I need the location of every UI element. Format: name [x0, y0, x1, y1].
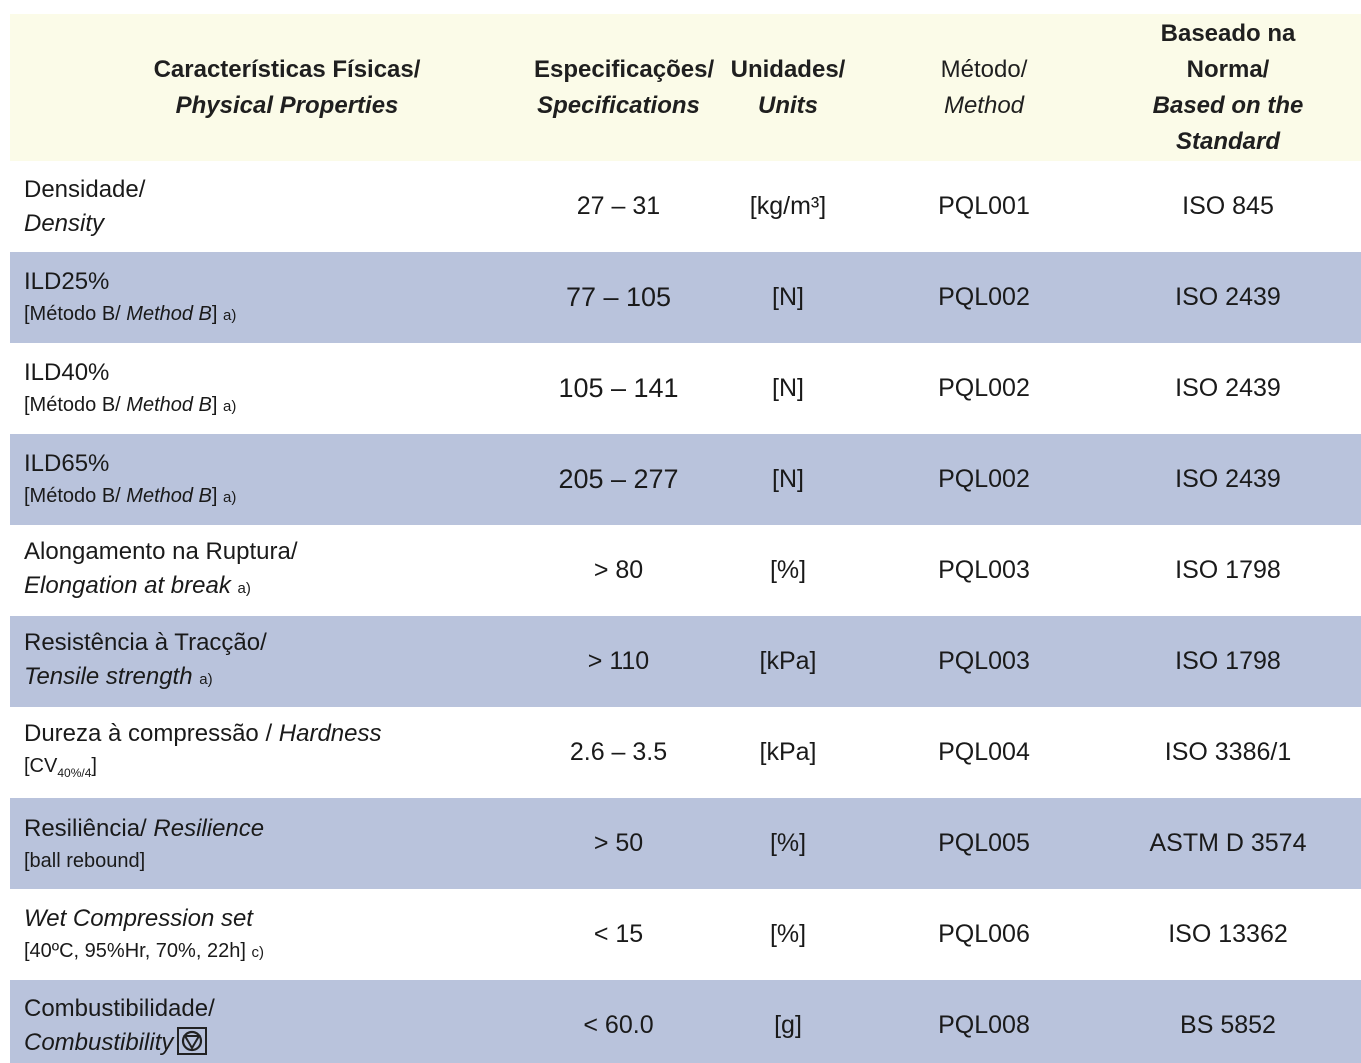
method-value: PQL003 [938, 647, 1030, 675]
header-based-on-standard [1095, 16, 1361, 160]
property-cell [10, 626, 534, 697]
property-cell [10, 265, 534, 331]
property-name-pt: Alongamento na Ruptura/ [24, 538, 298, 565]
header-col1-en: Physical Properties [175, 91, 399, 119]
unit-value: [g] [774, 1011, 802, 1039]
table-row [10, 252, 1361, 343]
unit-value: [kPa] [759, 647, 817, 675]
flame-retardant-symbol-icon [177, 1027, 207, 1055]
method-value: PQL006 [938, 920, 1030, 948]
header-col4-en: Method [943, 91, 1025, 119]
property-name-pt: Combustibilidade/ [24, 994, 215, 1022]
header-col5-en2: Standard [1175, 127, 1280, 155]
footnote-marker: a) [237, 580, 251, 597]
condition-start: [CV [24, 755, 58, 777]
specification-value: 77 – 105 [565, 282, 672, 312]
standard-value: ISO 13362 [1168, 920, 1288, 948]
standard-value: BS 5852 [1180, 1011, 1276, 1039]
property-condition [24, 481, 534, 513]
header-physical-properties [10, 52, 534, 124]
condition-pt: [Método B/ [24, 302, 127, 325]
footnote-marker: a) [199, 671, 213, 688]
property-name-pt: Densidade/ [24, 175, 146, 203]
method-value: PQL002 [938, 374, 1030, 402]
property-name: ILD65% [24, 449, 110, 477]
table-row [10, 525, 1361, 616]
property-name-en: Density [24, 209, 105, 237]
property-condition: [ball rebound] [24, 849, 146, 872]
header-col5-en1: Based on the [1152, 91, 1304, 119]
standard-value: ISO 2439 [1175, 283, 1281, 311]
specification-value: > 110 [587, 647, 650, 675]
property-cell [10, 717, 534, 788]
property-name-line [24, 812, 534, 846]
header-col3-pt: Unidades/ [730, 55, 846, 83]
header-col2-en: Specifications [537, 91, 700, 119]
property-condition [24, 299, 534, 331]
footnote-marker: a) [223, 306, 237, 324]
header-specifications [534, 52, 715, 124]
condition-en: Method B [126, 393, 212, 416]
table-row [10, 980, 1361, 1063]
standard-value: ISO 2439 [1175, 374, 1281, 402]
property-name: ILD40% [24, 358, 110, 386]
standard-value: ISO 845 [1182, 192, 1274, 220]
method-value: PQL002 [938, 465, 1030, 493]
property-name-en: Tensile strength [24, 663, 193, 690]
standard-value: ISO 1798 [1175, 556, 1281, 584]
standard-value: ISO 3386/1 [1164, 738, 1292, 766]
header-col4-pt: Método/ [940, 55, 1028, 83]
unit-value: [%] [769, 920, 807, 948]
method-value: PQL005 [938, 829, 1030, 857]
property-name-pt: Dureza à compressão / [24, 720, 279, 747]
unit-value: [kPa] [759, 738, 817, 766]
condition-en: Method B [126, 484, 212, 507]
header-units [703, 52, 873, 124]
table-row [10, 798, 1361, 889]
property-condition [24, 390, 534, 422]
property-name-pt: Resiliência/ [24, 814, 154, 842]
header-col5-pt1: Baseado na [1160, 19, 1296, 47]
table-row [10, 889, 1361, 980]
specification-value: < 60.0 [583, 1011, 654, 1039]
table-row [10, 707, 1361, 798]
table-row [10, 434, 1361, 525]
header-col3-en: Units [758, 91, 818, 119]
property-condition [24, 936, 534, 968]
condition-end: ] [211, 302, 224, 325]
property-name-en: Hardness [278, 720, 382, 747]
method-value: PQL001 [938, 192, 1030, 220]
unit-value: [kg/m³] [749, 192, 827, 220]
footnote-marker: c) [251, 943, 264, 961]
property-cell [10, 447, 534, 513]
method-value: PQL002 [938, 283, 1030, 311]
standard-value: ASTM D 3574 [1149, 829, 1307, 857]
specification-value: 27 – 31 [576, 192, 661, 220]
property-cell [10, 535, 534, 606]
unit-value: [N] [772, 465, 804, 493]
property-name-en: Wet Compression set [24, 904, 253, 932]
condition-pt: [Método B/ [24, 393, 127, 416]
specification-value: 205 – 277 [558, 464, 679, 494]
condition-pt: [Método B/ [24, 484, 127, 507]
property-name-en-line [24, 660, 534, 697]
specification-value: > 80 [593, 556, 644, 584]
specification-value: 105 – 141 [558, 373, 679, 403]
property-cell [10, 356, 534, 422]
property-cell [10, 992, 534, 1060]
property-cell [10, 902, 534, 968]
specification-value: 2.6 – 3.5 [569, 738, 668, 766]
unit-value: [%] [769, 556, 807, 584]
property-name: ILD25% [24, 267, 110, 295]
unit-value: [N] [772, 374, 804, 402]
footnote-marker: a) [223, 397, 237, 415]
property-name-en-line [24, 1026, 534, 1060]
property-name-en: Elongation at break [24, 572, 231, 599]
table-row [10, 616, 1361, 707]
property-cell [10, 173, 534, 241]
table-row [10, 161, 1361, 252]
header-method [873, 52, 1095, 124]
property-condition [24, 751, 534, 788]
specification-value: < 15 [593, 920, 644, 948]
property-name-en: Resilience [153, 814, 265, 842]
physical-properties-table [10, 14, 1361, 1063]
property-name-en-line [24, 569, 534, 606]
unit-value: [N] [772, 283, 804, 311]
header-col1-pt: Características Físicas/ [153, 55, 421, 83]
standard-value: ISO 2439 [1175, 465, 1281, 493]
condition-end: ] [211, 393, 224, 416]
property-cell [10, 812, 534, 876]
table-header-row [10, 14, 1361, 161]
property-name-pt: Resistência à Tracção/ [24, 629, 267, 656]
condition-en: Method B [126, 302, 212, 325]
condition-text: [40ºC, 95%Hr, 70%, 22h] [24, 939, 252, 962]
condition-end: ] [211, 484, 224, 507]
standard-value: ISO 1798 [1175, 647, 1281, 675]
specification-value: > 50 [593, 829, 644, 857]
header-col5-pt2: Norma/ [1186, 55, 1270, 83]
condition-subscript: 40%/4 [57, 766, 92, 780]
condition-end: ] [91, 755, 97, 777]
header-col2-pt: Especificações/ [534, 55, 715, 83]
method-value: PQL008 [938, 1011, 1030, 1039]
table-row [10, 343, 1361, 434]
footnote-marker: a) [223, 488, 237, 506]
unit-value: [%] [769, 829, 807, 857]
property-name-line [24, 717, 534, 751]
method-value: PQL003 [938, 556, 1030, 584]
method-value: PQL004 [938, 738, 1030, 766]
property-name-en: Combustibility [24, 1028, 174, 1056]
